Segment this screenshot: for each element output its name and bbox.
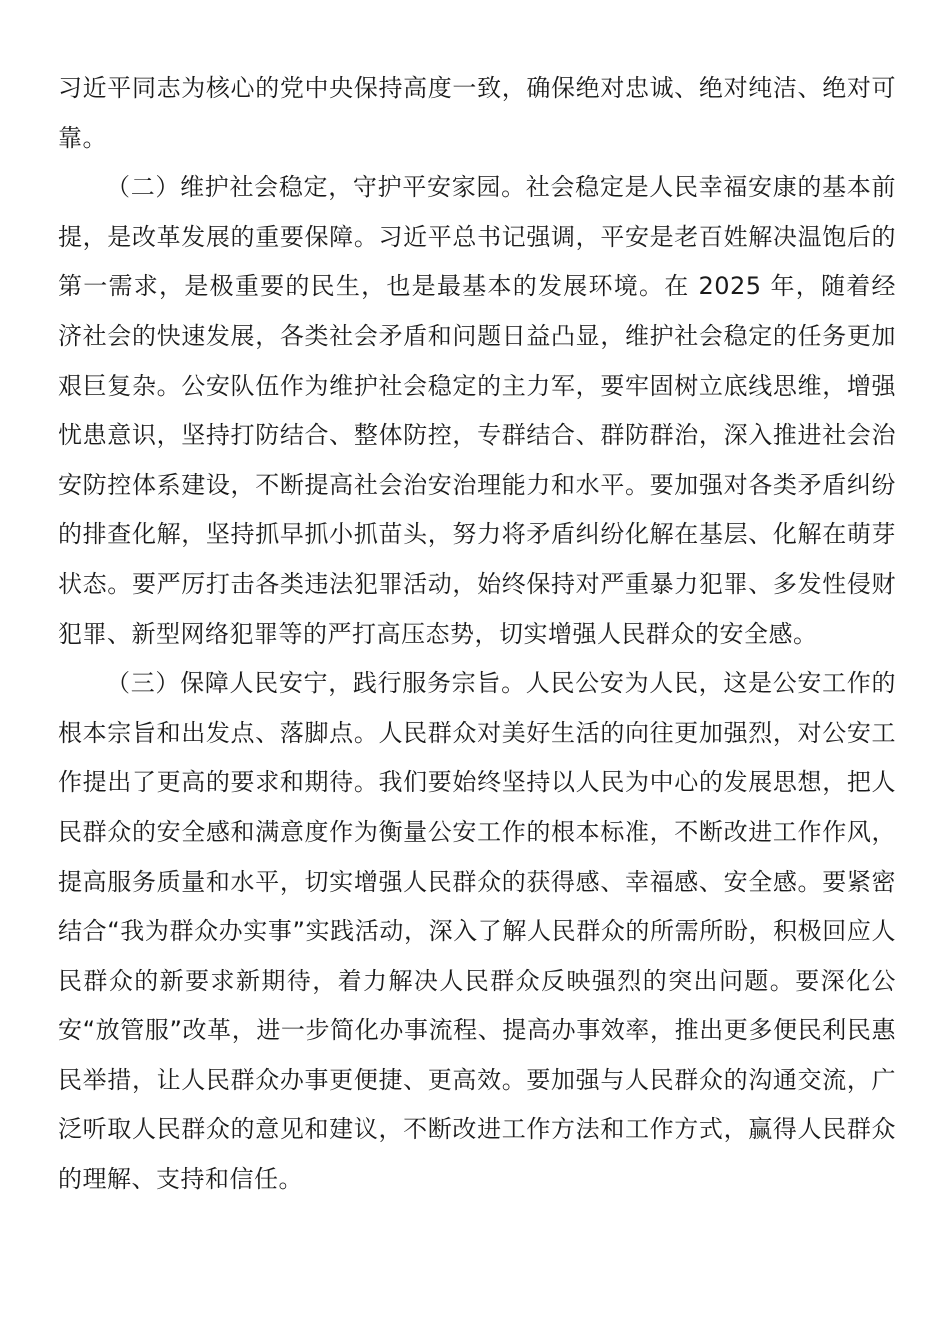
document-page [58, 64, 896, 1205]
paragraph-continuation: 习近平同志为核心的党中央保持高度一致，确保绝对忠诚、绝对纯洁、绝对可靠。 [58, 74, 896, 152]
paragraph-section-three: （三）保障人民安宁，践行服务宗旨。人民公安为人民，这是公安工作的根本宗旨和出发点、落脚点。人民群众对美好生活的向往更加强烈，对公安工作提出了更高的要求和期待。我们要始终坚持以人民为中心的发展思想，把人民群众的安全感和满意度作为衡量公安工作的根本标准，不断改进工作作风，提高服务质量和水平，切实增强人民群众的获得感、幸福感、安全感。要紧密结合“我为群众办实事”实践活动，深入了解人民群众的所需所盼，积极回应人民群众的新要求新期待，着力解决人民群众反映强烈的突出问题。要深化公安“放管服”改革，进一步简化办事流程、提高办事效率，推出更多便民利民惠民举措，让人民群众办事更便捷、更高效。要加强与人民群众的沟通交流，广泛听取人民群众的意见和建议，不断改进工作方法和工作方式，赢得人民群众的理解、支持和信任。 [58, 669, 896, 1194]
paragraph-section-two: （二）维护社会稳定，守护平安家园。社会稳定是人民幸福安康的基本前提，是改革发展的重要保障。习近平总书记强调，平安是老百姓解决温饱后的第一需求，是极重要的民生，也是最基本的发展环境。在 2025 年，随着经济社会的快速发展，各类社会矛盾和问题日益凸显，维护社会稳定的任务更加艰巨复杂。公安队伍作为维护社会稳定的主力军，要牢固树立底线思维，增强忧患意识，坚持打防结合、整体防控，专群结合、群防群治，深入推进社会治安防控体系建设，不断提高社会治安治理能力和水平。要加强对各类矛盾纠纷的排查化解，坚持抓早抓小抓苗头，努力将矛盾纠纷化解在基层、化解在萌芽状态。要严厉打击各类违法犯罪活动，始终保持对严重暴力犯罪、多发性侵财犯罪、新型网络犯罪等的严打高压态势，切实增强人民群众的安全感。 [58, 173, 896, 648]
